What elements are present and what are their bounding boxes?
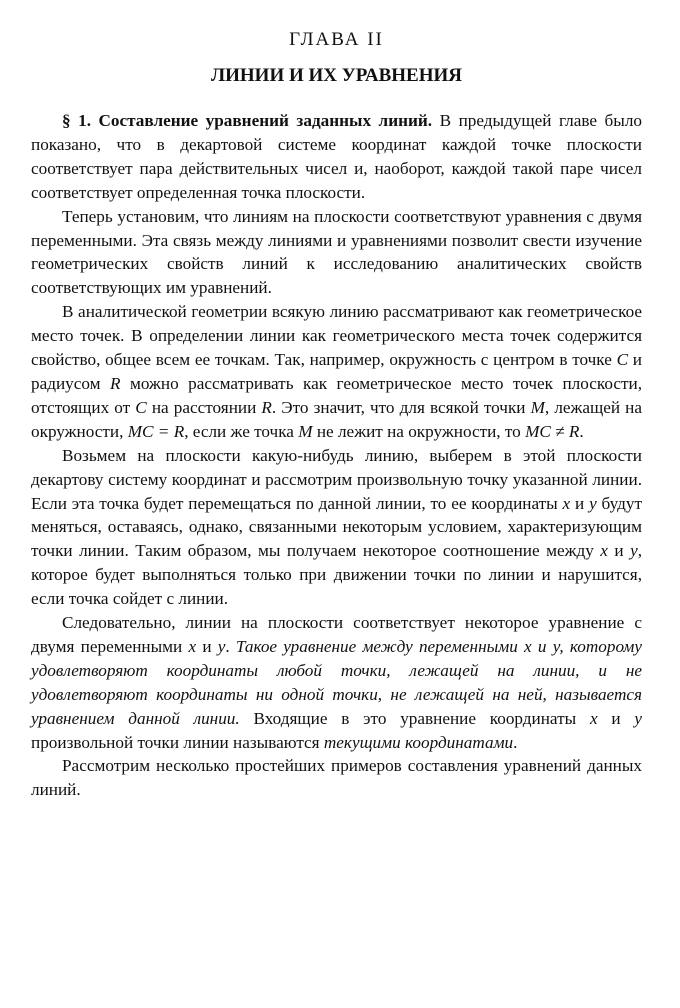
math-var: y	[589, 493, 597, 513]
equation: MC ≠ R	[525, 421, 580, 441]
chapter-number: ГЛАВА II	[289, 29, 384, 50]
paragraph-3: В аналитической геометрии всякую линию рассматривают как геометрическое место точек. В определении линии как геометрического места точек содержится свойство, общее всем ее точкам. Так, например, окружность с центром в точке C и радиусом R можно рассматривать как геометрическое место точек плоскости, отстоящих от C на расстоянии R. Это значит, что для всякой точки M, лежащей на окружности, MC = R, если же точка M не лежит на окружности, то MC ≠ R.	[31, 302, 643, 441]
paragraph-6: Рассмотрим несколько простейших примеров составления уравнений данных линий.	[31, 756, 642, 800]
math-var: y	[217, 636, 226, 656]
term-italic: текущими координатами	[323, 732, 514, 752]
math-var: R	[261, 397, 272, 417]
math-var: x	[600, 541, 608, 561]
math-var: R	[110, 373, 121, 393]
math-var: C	[135, 397, 147, 417]
paragraph-4: Возьмем на плоскости какую-нибудь линию, выберем в этой плоскости декартову систему координат и рассмотрим произвольную точку указанной линии. Если эта точка будет перемещаться по данной линии, то ее координаты x и y будут меняться, оставаясь, однако, связанными некоторым условием, характеризующим точки линии. Таким образом, мы получаем некоторое соотношение между x и y, которое будет выполняться только при движении точки по линии и нарушится, если точка сойдет с линии.	[31, 445, 642, 609]
math-var: x	[188, 636, 197, 656]
equation: MC = R	[127, 421, 185, 441]
paragraph-2: Теперь установим, что линиям на плоскости соответствуют уравнения с двумя переменными. Эта связь между линиями и уравнениями позволит свести изучение геометрических свойств линий к исследованию аналитических свойств соответствующих им уравнений.	[31, 206, 642, 298]
paragraph-5: Следовательно, линии на плоскости соответствует некоторое уравнение с двумя переменными x и y. Такое уравнение между переменными x и y, которому удовлетворяют координаты любой точки, лежащей на линии, и не удовлетворяют координаты ни одной точки, не лежащей на ней, называется уравнением данной линии. Входящие в это уравнение координаты x и y произвольной точки линии называются текущими координатами.	[31, 613, 643, 752]
math-var: y	[634, 708, 643, 728]
paragraph-1: § 1. Составление уравнений заданных линий. В предыдущей главе было показано, что в декартовой системе координат каждой точке плоскости соответствует пара действительных чисел и, наоборот, каждой такой паре чисел соответствует определенная точка плоскости.	[31, 111, 642, 202]
math-var: x	[589, 708, 598, 728]
definition-italic: Такое уравнение между переменными x и y, которому удовлетворяют координаты любой точки, лежащей на линии, и не удовлетворяют координаты ни одной точки, не лежащей на ней, называется уравнением данной линии.	[31, 636, 643, 728]
section-heading: § 1. Составление уравнений заданных линий.	[62, 111, 433, 130]
math-var: M	[298, 421, 313, 441]
math-var: M	[530, 397, 545, 417]
math-var: y	[630, 541, 638, 561]
page-body	[31, 109, 642, 802]
chapter-title: ЛИНИИ И ИХ УРАВНЕНИЯ	[210, 65, 463, 86]
math-var: C	[616, 350, 629, 370]
math-var: x	[562, 493, 571, 513]
